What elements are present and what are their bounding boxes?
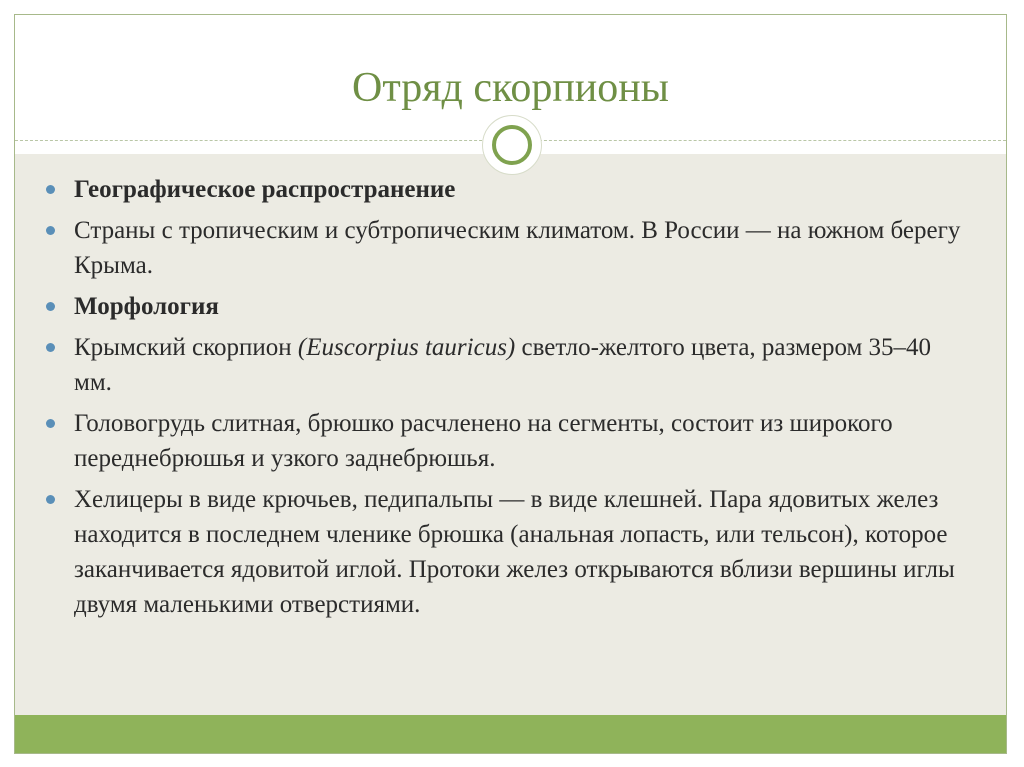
list-item-text-end: светло-желтого цвета, размером 35–40 мм. — [74, 334, 932, 396]
bullet-dot-icon — [46, 495, 55, 504]
list-item — [44, 172, 974, 207]
bullet-dot-icon — [46, 419, 55, 428]
footer-bar — [15, 715, 1006, 753]
list-item — [44, 482, 974, 622]
list-item-text-start: Крымский скорпион — [74, 334, 298, 361]
bullet-dot-icon — [46, 343, 55, 352]
bullet-dot-icon — [46, 302, 55, 311]
section-heading: Морфология — [74, 293, 219, 320]
latin-species-name: (Euscorpius tauricus) — [297, 334, 516, 361]
list-item — [44, 213, 974, 283]
slide-title: Отряд скорпионы — [352, 65, 669, 111]
bullet-dot-icon — [46, 226, 55, 235]
list-item — [44, 406, 974, 476]
circle-ring-inner — [492, 125, 532, 165]
list-item-text: Головогрудь слитная, брюшко расчленено на сегменты, состоит из широкого переднебрюшья и узкого заднебрюшья. — [74, 410, 893, 472]
circle-ring-icon — [482, 115, 542, 175]
list-item — [44, 289, 974, 324]
list-item-text: Страны с тропическим и субтропическим климатом. В России — на южном берегу Крыма. — [74, 217, 961, 279]
section-heading: Географическое распространение — [74, 176, 456, 203]
bullet-list — [44, 172, 974, 628]
bullet-dot-icon — [46, 185, 55, 194]
list-item — [44, 330, 974, 400]
list-item-text: Хелицеры в виде крючьев, педипальпы — в виде клешней. Пара ядовитых желез находится в последнем членике брюшка (анальная лопасть, или тельсон), которое заканчивается ядовитой иглой. Протоки желез открываются вблизи вершины иглы двумя маленькими отверстиями. — [74, 486, 955, 618]
